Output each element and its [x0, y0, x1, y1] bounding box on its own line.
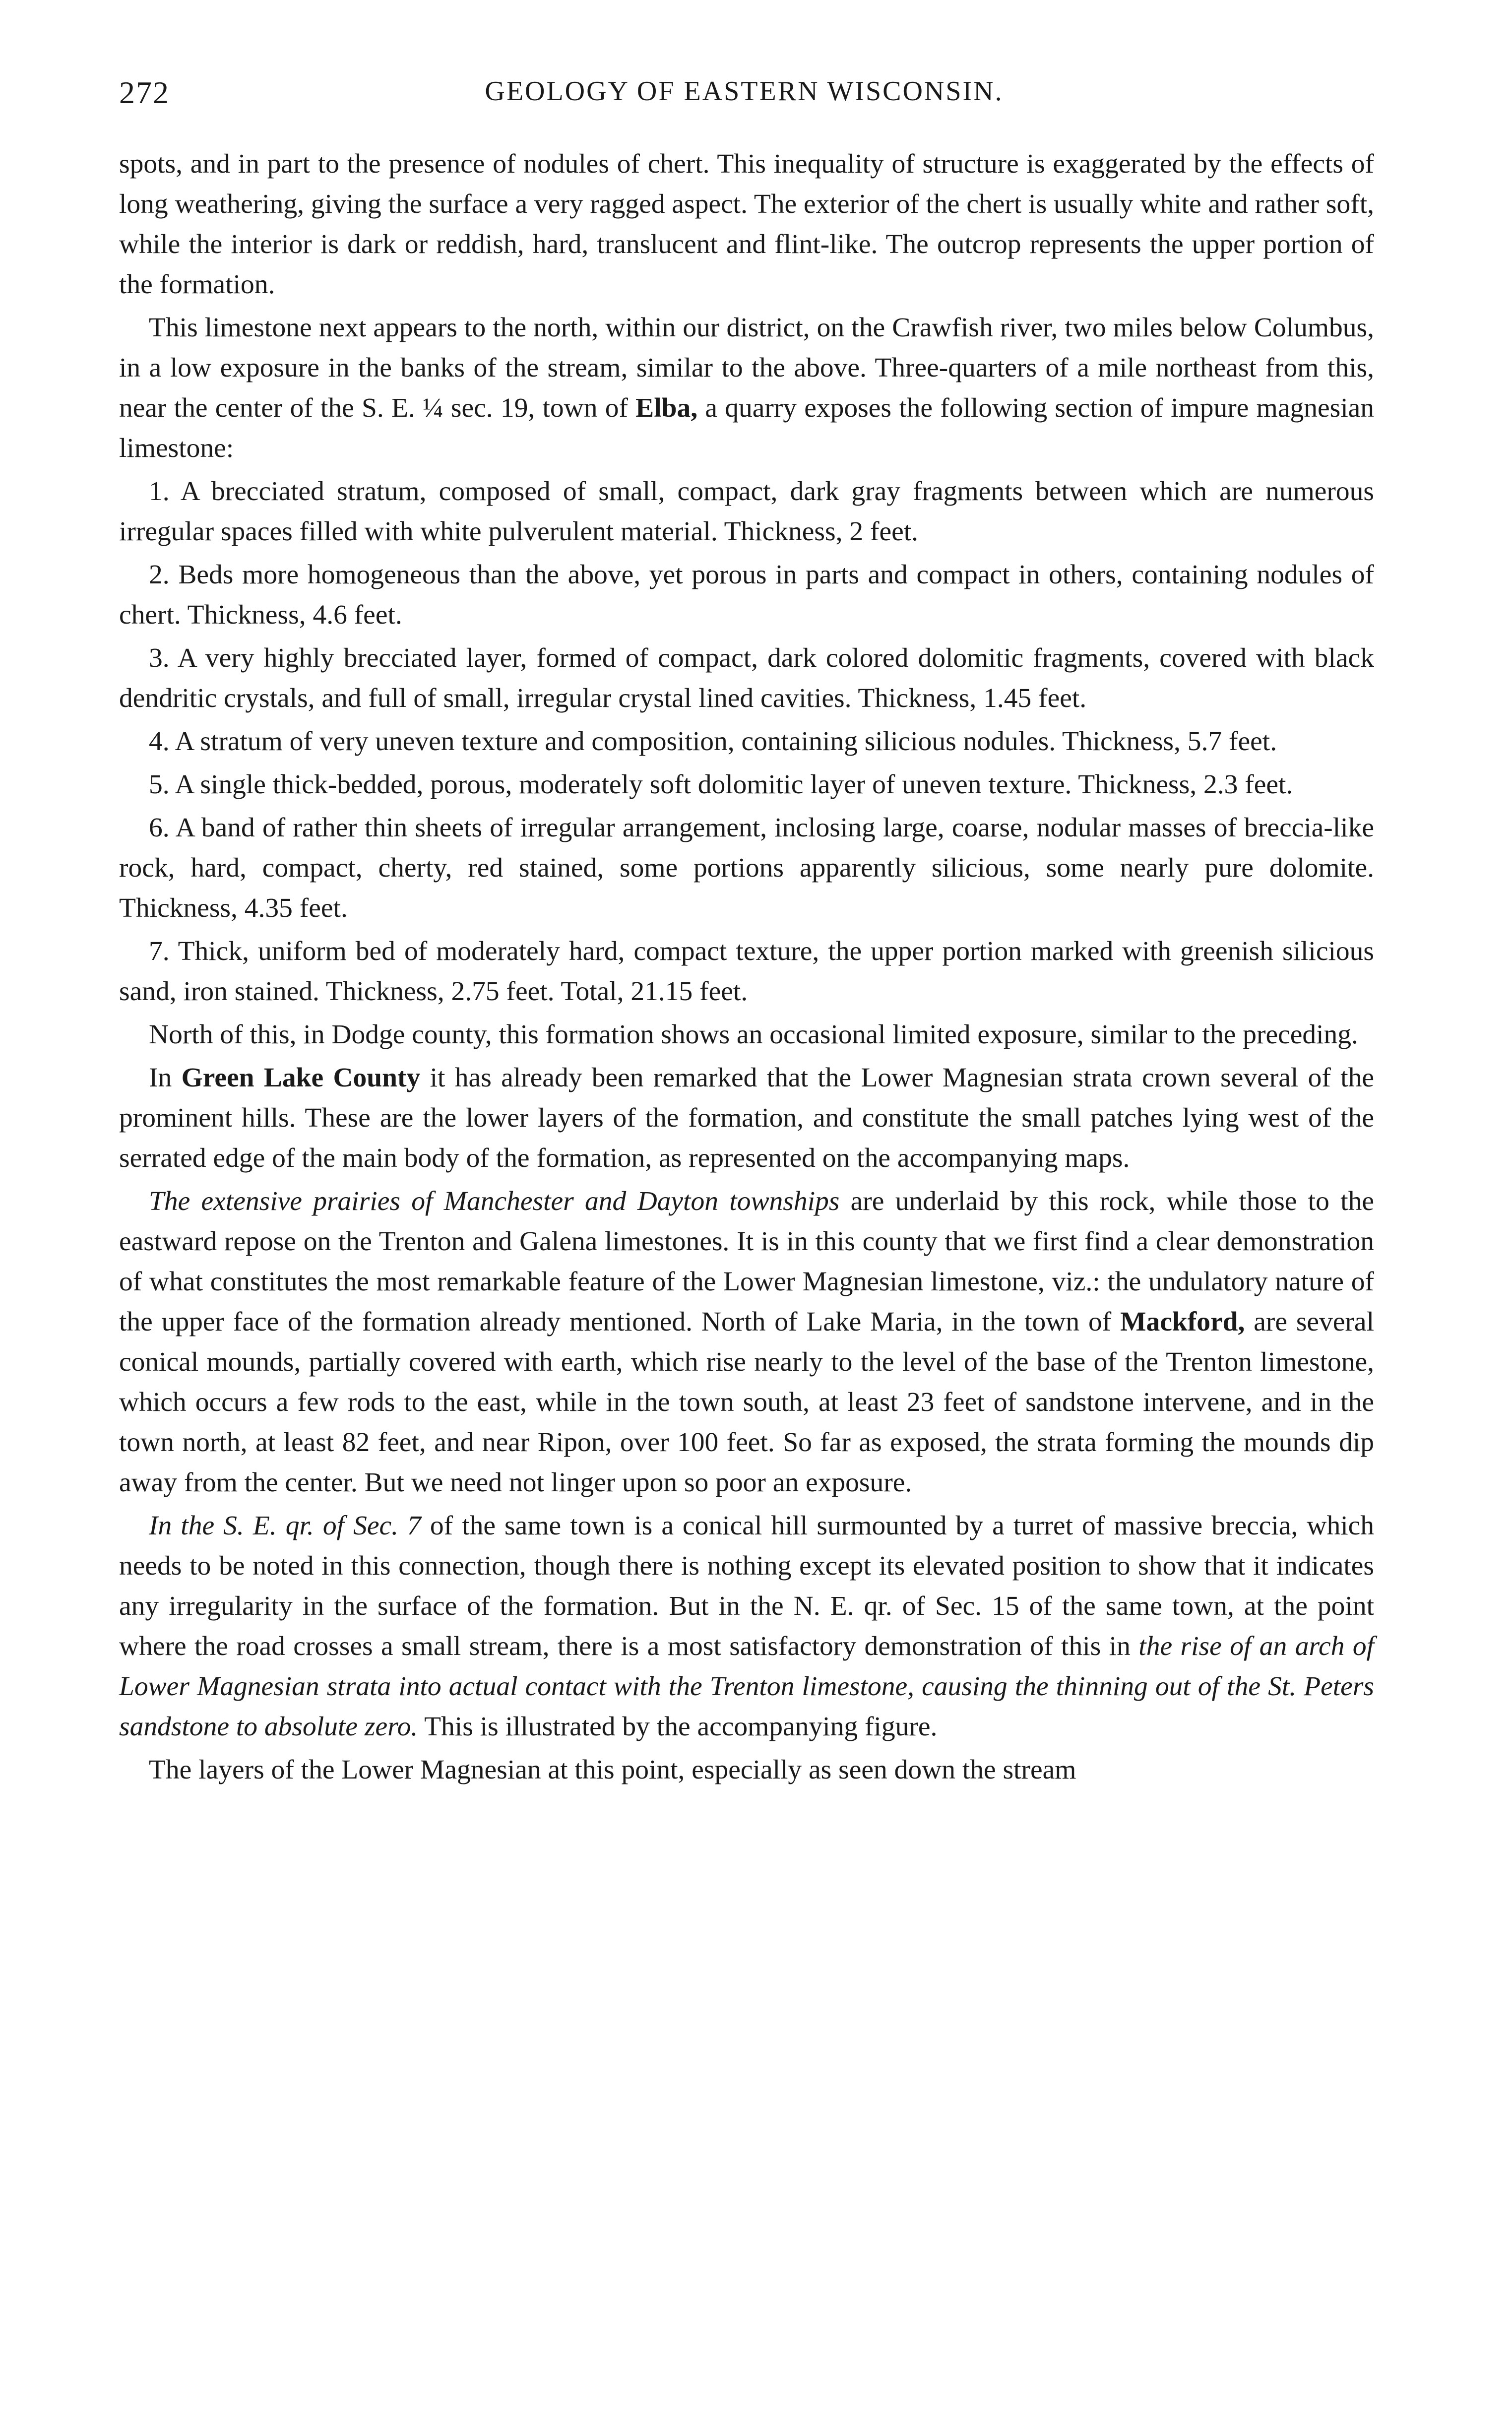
paragraph-dodge-county: North of this, in Dodge county, this formation shows an occasional limited exposure, similar to the preceding.	[149, 1019, 1358, 1050]
county-name-green-lake: Green Lake County	[181, 1063, 421, 1093]
paragraph-text: of the same town is a conical hill surmounted by a turret of massive breccia, which needs to be noted in this connection, though there is nothing except its elevated position to show that it indicates any irregularity in the surface of the formation. But in the N. E. qr. of Sec. 15 of the same town, at the point where the road crosses a small stream, there is a most satisfactory demonstration of this in	[119, 1511, 1374, 1661]
section-item-5: 5. A single thick-bedded, porous, moderately soft dolomitic layer of uneven texture. Thickness, 2.3 feet.	[149, 769, 1293, 800]
paragraph-text: it has already been remarked that the Lower Magnesian strata crown several of the prominent hills. These are the lower layers of the formation, and constitute the small patches lying west of the serrated edge of the main body of the formation, as represented on the accompanying maps.	[119, 1063, 1375, 1173]
italic-emphasis: the rise of an arch of Lower Magnesian strata into actual contact with the Trenton limestone, causing the thinning out of the St. Peters sandstone to absolute zero.	[119, 1631, 1374, 1742]
paragraph-crawfish-river	[119, 308, 1374, 468]
paragraph-text: are several conical mounds, partially covered with earth, which rise nearly to the level of the base of the Trenton limestone, which occurs a few rods to the east, while in the town south, at least 23 feet of sandstone intervene, and in the town north, at least 82 feet, and near Ripon, over 100 feet. So far as exposed, the strata forming the mounds dip away from the center. But we need not linger upon so poor an exposure.	[119, 1307, 1374, 1498]
town-name-elba: Elba,	[635, 393, 698, 423]
section-item-1: 1. A brecciated stratum, composed of small, compact, dark gray fragments between which are numerous irregular spaces filled with white pulverulent material. Thickness, 2 feet.	[119, 476, 1374, 547]
section-item-7: 7. Thick, uniform bed of moderately hard, compact texture, the upper portion marked with greenish silicious sand, iron stained. Thickness, 2.75 feet. Total, 21.15 feet.	[119, 936, 1374, 1007]
section-item-3: 3. A very highly brecciated layer, formed of compact, dark colored dolomitic fragments, covered with black dendritic crystals, and full of small, irregular crystal lined cavities. Thickness, 1.45 feet.	[119, 643, 1374, 713]
page-number: 272	[119, 75, 170, 110]
town-name-mackford: Mackford,	[1120, 1307, 1245, 1337]
paragraph-text: This is illustrated by the accompanying figure.	[418, 1712, 938, 1742]
italic-heading-prairies: The extensive prairies of Manchester and Dayton townships	[149, 1186, 840, 1216]
paragraph-prairies	[119, 1181, 1374, 1503]
running-title: GEOLOGY OF EASTERN WISCONSIN.	[485, 76, 1004, 107]
page-header	[119, 74, 1369, 119]
section-item-2: 2. Beds more homogeneous than the above, yet porous in parts and compact in others, containing nodules of chert. Thickness, 4.6 feet.	[119, 560, 1374, 630]
paragraph-text: a quarry exposes the following section of impure magnesian limestone:	[119, 393, 1374, 463]
italic-heading-sec-7: In the S. E. qr. of Sec. 7	[149, 1511, 421, 1541]
paragraph-continued: spots, and in part to the presence of nodules of chert. This inequality of structure is exaggerated by the effects of long weathering, giving the surface a very ragged aspect. The exterior of the chert is usually white and rather soft, while the interior is dark or reddish, hard, translucent and flint-like. The outcrop represents the upper portion of the formation.	[119, 149, 1374, 300]
paragraph-text: This limestone next appears to the north, within our district, on the Crawfish river, two miles below Columbus, in a low exposure in the banks of the stream, similar to the above. Three-quarters of a mile northeast from this, near the center of the S. E. ¼ sec. 19, town of	[119, 313, 1374, 423]
paragraph-layers: The layers of the Lower Magnesian at this point, especially as seen down the stream	[149, 1755, 1076, 1785]
page-body	[119, 144, 1374, 1793]
paragraph-text: In	[149, 1063, 182, 1093]
paragraph-text: are underlaid by this rock, while those to the eastward repose on the Trenton and Galena limestones. It is in this county that we first find a clear demonstration of what constitutes the most remarkable feature of the Lower Magnesian limestone, viz.: the undulatory nature of the upper face of the formation already mentioned. North of Lake Maria, in the town of	[119, 1186, 1374, 1337]
paragraph-sec-7	[119, 1506, 1374, 1747]
paragraph-green-lake-county	[119, 1058, 1374, 1178]
section-item-6: 6. A band of rather thin sheets of irregular arrangement, inclosing large, coarse, nodular masses of breccia-like rock, hard, compact, cherty, red stained, some portions apparently silicious, some nearly pure dolomite. Thickness, 4.35 feet.	[119, 813, 1374, 923]
section-item-4: 4. A stratum of very uneven texture and composition, containing silicious nodules. Thickness, 5.7 feet.	[149, 726, 1277, 757]
